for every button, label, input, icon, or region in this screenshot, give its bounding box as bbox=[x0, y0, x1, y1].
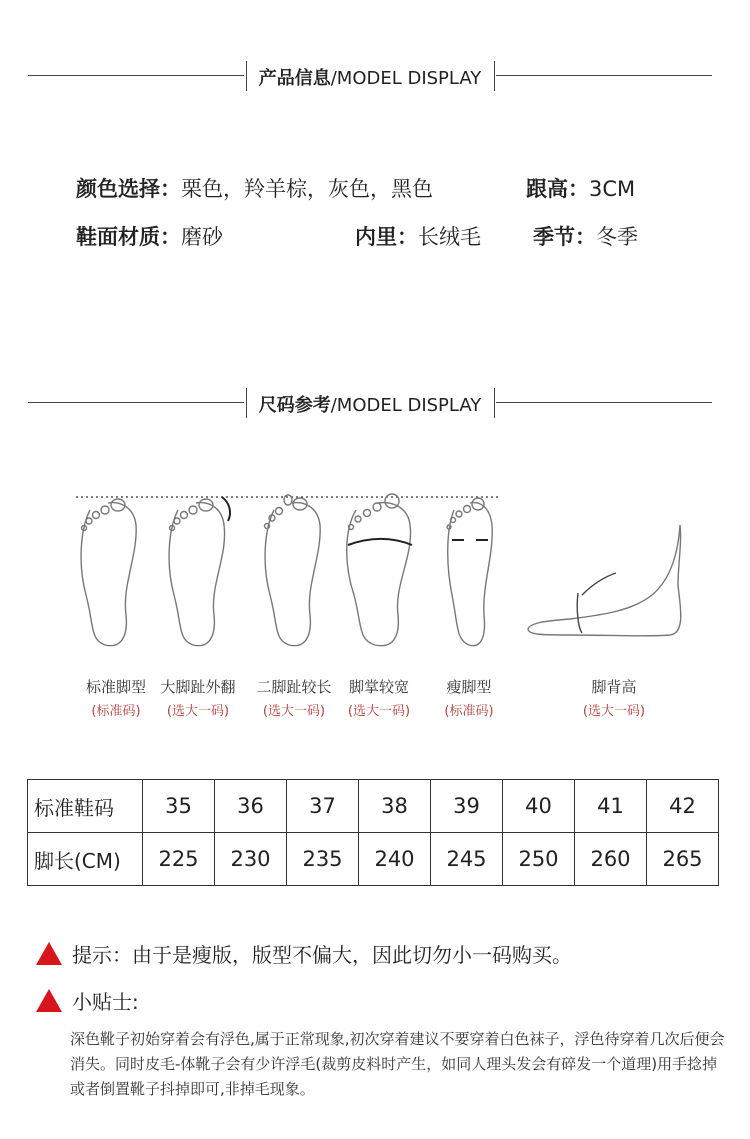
length-cell: 250 bbox=[503, 833, 575, 886]
length-cell: 235 bbox=[287, 833, 359, 886]
warning-triangle-icon bbox=[36, 942, 62, 965]
foot-type-label: 脚掌较宽 bbox=[348, 678, 409, 696]
high-instep-foot-icon bbox=[528, 525, 681, 636]
length-cell: 265 bbox=[647, 833, 719, 886]
divider-tick-left bbox=[246, 388, 247, 418]
product-info-header bbox=[28, 61, 712, 91]
bunion-foot-icon bbox=[169, 497, 230, 646]
upper-label: 鞋面材质： bbox=[76, 225, 181, 249]
color-label: 颜色选择： bbox=[76, 177, 181, 201]
size-cell: 38 bbox=[359, 780, 431, 833]
wide-forefoot-icon bbox=[347, 494, 412, 646]
warning-triangle-icon bbox=[36, 989, 62, 1012]
size-cell: 39 bbox=[431, 780, 503, 833]
season-info bbox=[533, 221, 638, 251]
section-title: 产品信息/MODEL DISPLAY bbox=[258, 68, 482, 89]
size-table bbox=[27, 779, 719, 886]
tips-heading-text: 小贴士: bbox=[72, 990, 139, 1014]
divider-left bbox=[28, 75, 244, 76]
upper-info bbox=[76, 221, 223, 251]
divider-right bbox=[496, 402, 712, 403]
divider-tick-right bbox=[494, 388, 495, 418]
divider-right bbox=[496, 75, 712, 76]
size-cell: 37 bbox=[287, 780, 359, 833]
divider-left bbox=[28, 402, 244, 403]
standard-foot-icon bbox=[81, 499, 136, 646]
length-cell: 230 bbox=[215, 833, 287, 886]
heel-info bbox=[526, 173, 635, 203]
size-cell: 41 bbox=[575, 780, 647, 833]
color-value: 栗色，羚羊棕，灰色，黑色 bbox=[181, 177, 433, 201]
foot-type-label: 脚背高 bbox=[591, 678, 637, 696]
foot-type-advice: (选大一码) bbox=[582, 704, 646, 719]
size-reference-header bbox=[28, 388, 712, 418]
section-title: 尺码参考/MODEL DISPLAY bbox=[258, 395, 482, 416]
color-info bbox=[76, 173, 433, 203]
foot-type-advice: (选大一码) bbox=[262, 704, 326, 719]
size-row-label: 标准鞋码 bbox=[28, 780, 143, 833]
size-cell: 42 bbox=[647, 780, 719, 833]
length-cell: 260 bbox=[575, 833, 647, 886]
slim-foot-icon bbox=[447, 498, 492, 646]
tips-heading bbox=[36, 986, 139, 1015]
foot-type-label: 标准脚型 bbox=[85, 678, 146, 696]
heel-label: 跟高： bbox=[526, 177, 589, 201]
lining-info bbox=[355, 221, 481, 251]
foot-type-advice: (标准码) bbox=[91, 704, 141, 719]
heel-value: 3CM bbox=[589, 177, 636, 201]
lining-value: 长绒毛 bbox=[418, 225, 481, 249]
foot-type-advice: (选大一码) bbox=[347, 704, 411, 719]
sizing-tip bbox=[36, 939, 572, 968]
length-cell: 245 bbox=[431, 833, 503, 886]
foot-type-label: 瘦脚型 bbox=[446, 678, 492, 696]
size-cell: 40 bbox=[503, 780, 575, 833]
foot-type-illustration bbox=[60, 485, 700, 665]
foot-type-advice: (选大一码) bbox=[166, 704, 230, 719]
size-cell: 35 bbox=[143, 780, 215, 833]
table-row bbox=[28, 833, 719, 886]
foot-type-label: 二脚趾较长 bbox=[256, 678, 332, 696]
length-cell: 240 bbox=[359, 833, 431, 886]
upper-value: 磨砂 bbox=[181, 225, 223, 249]
divider-tick-left bbox=[246, 61, 247, 91]
sizing-tip-text: 提示：由于是瘦版，版型不偏大，因此切勿小一码购买。 bbox=[72, 943, 572, 967]
foot-type-advice: (标准码) bbox=[444, 704, 494, 719]
size-cell: 36 bbox=[215, 780, 287, 833]
divider-tick-right bbox=[494, 61, 495, 91]
long-second-toe-foot-icon bbox=[265, 495, 321, 646]
length-row-label: 脚长(CM) bbox=[28, 833, 143, 886]
season-label: 季节： bbox=[533, 225, 596, 249]
length-cell: 225 bbox=[143, 833, 215, 886]
tips-paragraph: 深色靴子初始穿着会有浮色,属于正常现象,初次穿着建议不要穿着白色袜子，浮色待穿着几次后便会消失。同时皮毛-体靴子会有少许浮毛(裁剪皮料时产生，如同人理头发会有碎发一个道理)用手捻掉或者倒置靴子抖掉即可,非掉毛现象。 bbox=[70, 1030, 725, 1098]
table-row bbox=[28, 780, 719, 833]
foot-type-label: 大脚趾外翻 bbox=[160, 678, 236, 696]
lining-label: 内里： bbox=[355, 225, 418, 249]
season-value: 冬季 bbox=[596, 225, 638, 249]
